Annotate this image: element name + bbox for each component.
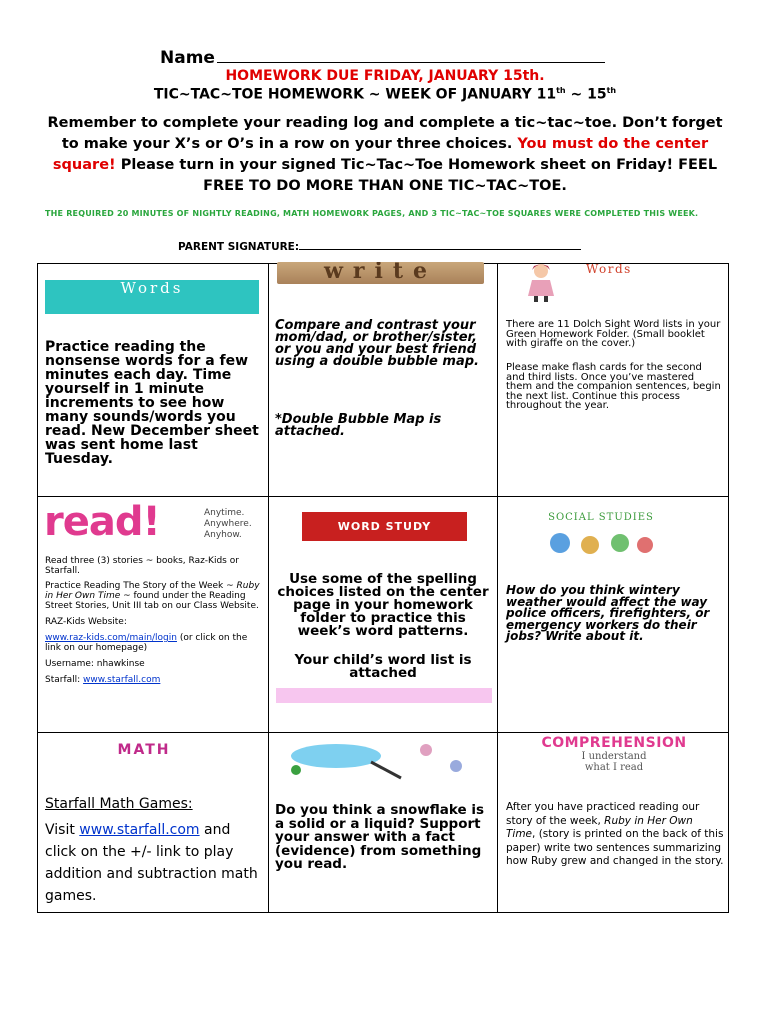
snowflake-picture xyxy=(276,738,482,782)
name-blank[interactable] xyxy=(217,46,605,63)
pink-bar xyxy=(276,688,492,703)
starfall-math-block: Starfall Math Games: Visit www.starfall.com and click on the +/- link to play addition and subtraction math games. xyxy=(45,793,265,907)
read-tagline: Anytime. Anywhere. Anyhow. xyxy=(204,508,252,540)
math-picture: MATH xyxy=(117,742,171,758)
name-line xyxy=(160,46,605,68)
grid-line xyxy=(268,263,269,913)
double-bubble-note: *Double Bubble Map is attached. xyxy=(275,412,442,439)
grid-line xyxy=(497,263,498,913)
starfall-math-link[interactable]: www.starfall.com xyxy=(79,822,200,838)
word-study-banner: WORD STUDY xyxy=(302,512,467,541)
girl-picture xyxy=(518,262,564,304)
parent-signature-blank[interactable] xyxy=(299,240,581,250)
raz-kids-link[interactable]: www.raz-kids.com/main/login xyxy=(45,633,177,643)
snowflake-text: Do you think a snowflake is a solid or a liquid? Support your answer with a fact (evidence) from something you read. xyxy=(275,802,484,872)
starfall-link[interactable]: www.starfall.com xyxy=(83,675,161,685)
due-date: HOMEWORK DUE FRIDAY, JANUARY 15th. xyxy=(225,68,545,84)
summary-text: After you have practiced reading our story of the week, Ruby in Her Own Time, (story is printed on the back of this paper) write two sentences summarizing how Ruby grew and changed in the story. xyxy=(506,801,724,867)
name-label: Name xyxy=(160,48,215,68)
social-studies-picture: SOCIAL STUDIES xyxy=(540,512,662,566)
parent-signature: PARENT SIGNATURE: xyxy=(178,240,581,253)
flash-cards-text: Please make flash cards for the second and third lists. Once you’ve mastered them and the companion sentences, begin the next list. Continue this process throughout the year. xyxy=(506,362,721,411)
words-title-r1c3: Words xyxy=(586,262,632,276)
read-instructions: Read three (3) stories ~ books, Raz-Kids or Starfall. Practice Reading The Story of the Week ~ Ruby in Her Own Time ~ found under the Reading Street Stories, Unit III tab on our Class Website. RAZ-Kids Website: www.raz-kids.com/main/login (or click on the link on our homepage) Username: nhawkinse Starfall: www.starfall.com xyxy=(45,556,260,685)
grid-line xyxy=(37,263,38,913)
center-square-note: You must do the center square! xyxy=(52,136,709,173)
nonsense-words-text: Practice reading the nonsense words for a few minutes each day. Time yourself in 1 minute increments to see how many sounds/words you read. New December sheet was sent home last Tuesday. xyxy=(45,339,259,467)
week-title: TIC~TAC~TOE HOMEWORK ~ WEEK OF JANUARY 11th ~ 15th xyxy=(153,86,617,103)
spelling-text: Use some of the spelling choices listed on the center page in your homework folder to practice this week’s word patterns. xyxy=(277,571,489,639)
words-banner: Words xyxy=(45,280,259,314)
grid-line xyxy=(37,496,729,497)
required-note: THE REQUIRED 20 MINUTES OF NIGHTLY READING, MATH HOMEWORK PAGES, AND 3 TIC~TAC~TOE SQUARES WERE COMPLETED THIS WEEK. xyxy=(45,209,699,218)
grid-line xyxy=(728,263,729,913)
starfall-math-title: Starfall Math Games: xyxy=(45,796,193,812)
wintery-weather-text: How do you think wintery weather would affect the way police officers, firefighters, or emergency workers do their jobs? Write about it. xyxy=(506,583,710,643)
instructions: Remember to complete your reading log and complete a tic~tac~toe. Don’t forget to make your X’s or O’s in a row on your three choices. You must do the center square! Please turn in your signed Tic~Tac~Toe Homework sheet on Friday! FEEL FREE TO DO MORE THAN ONE TIC~TAC~TOE. xyxy=(47,115,723,194)
double-bubble-text: Compare and contrast your mom/dad, or brother/sister, or you and your best friend using a double bubble map. xyxy=(275,318,479,369)
write-picture: write xyxy=(277,262,484,284)
grid-line xyxy=(37,912,729,913)
comprehension-picture: COMPREHENSION I understand what I read xyxy=(541,735,687,773)
dolch-text: There are 11 Dolch Sight Word lists in your Green Homework Folder. (Small booklet with giraffe on the cover.) xyxy=(506,319,721,349)
read-logo: read! xyxy=(44,499,160,545)
word-list-note: Your child’s word list is attached xyxy=(294,652,472,681)
